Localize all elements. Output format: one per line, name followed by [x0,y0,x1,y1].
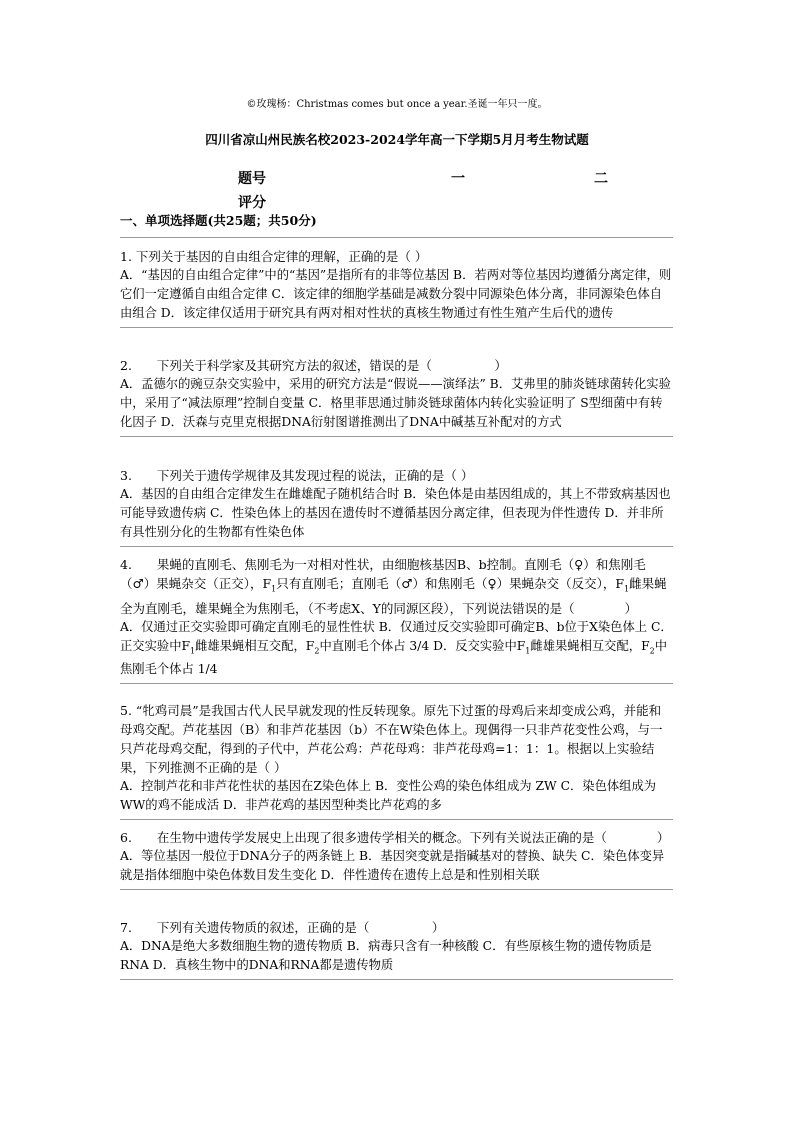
question-options: A．等位基因一般位于DNA分子的两条链上 B．基因突变就是指碱基对的替换、缺失 C．染色体变异就是指体细胞中染色体数目发生变化 D．伴性遗传在遗传上总是和性别相关联 [120,849,665,882]
question-stem: 6. 在生物中遗传学发展史上出现了很多遗传学相关的概念。下列有关说法正确的是（ ） [120,830,670,845]
question-2 [120,356,673,437]
question-options: A．“基因的自由组合定律”中的“基因”是指所有的非等位基因 B．若两对等位基因均遵循分离定律，则它们一定遵循自由组合定律 C．该定律的细胞学基础是减数分裂中同源染色体分离，非同源染色体自由组合 D．该定律仅适用于研究具有两对相对性状的真核生物通过有性生殖产生后代的遗传 [120,268,672,320]
question-stem: 1. 下列关于基因的自由组合定律的理解，正确的是（ ） [120,249,428,264]
question-options [120,618,673,679]
score-col-2: 二 [594,171,608,187]
question-3 [120,466,673,547]
options-part: 雌雄果蝇相互交配，F [530,638,650,653]
question-stem: 2. 下列关于科学家及其研究方法的叙述，错误的是（ ） [120,358,507,373]
question-options: A．DNA是绝大多数细胞生物的遗传物质 B．病毒只含有一种核酸 C．有些原核生物的遗传物质是 RNA D．真核生物中的DNA和RNA都是遗传物质 [120,939,652,972]
score-row-number [238,168,658,192]
question-7 [120,918,673,980]
subscript: 2 [314,645,320,655]
score-table [238,168,658,216]
section-heading: 一、单项选择题(共25题；共50分) [120,213,317,228]
question-options: A．控制芦花和非芦花性状的基因在Z染色体上 B．变性公鸡的染色体组成为 ZW C．染色体组成为 WW的鸡不能成活 D．非芦花鸡的基因型种类比芦花鸡的多 [120,779,657,812]
question-4 [120,555,673,684]
score-row-label: 题号 [238,171,266,187]
question-6 [120,828,673,890]
subscript: 1 [624,584,630,594]
options-part: 中焦刚毛个体占 1/4 [120,638,668,676]
subscript: 2 [649,645,655,655]
question-1 [120,247,673,328]
score-col-1: 一 [451,171,465,187]
options-part: 雌雄果蝇相互交配，F [195,638,315,653]
stem-part: 雌果蝇全为直刚毛，雄果蝇全为焦刚毛，（不考虑X、Y的同源区段），下列说法错误的是（ ） [120,576,667,616]
stem-part: 只有直刚毛；直刚毛（♂）和焦刚毛（♀）果蝇杂交（反交），F [276,576,625,591]
subscript: 1 [190,645,196,655]
watermark-text: ©玫瑰杨：Christmas comes but once a year.圣诞一年只一度。 [246,99,548,110]
divider [120,237,673,238]
subscript: 1 [271,584,277,594]
question-stem: 3. 下列关于遗传学规律及其发现过程的说法，正确的是（ ） [120,468,474,483]
question-stem: 5. “牝鸡司晨”是我国古代人民早就发现的性反转现象。原先下过蛋的母鸡后来却变成公鸡，并能和母鸡交配。芦花基因（B）和非芦花基因（b）不在W染色体上。现偶得一只非芦花变性公鸡，与一只芦花母鸡交配，得到的子代中，芦花公鸡：芦花母鸡：非芦花母鸡=1：1：1。根据以上实验结果，下列推测不正确的是（ ） [120,703,663,775]
stem-part: 4. 果蝇的直刚毛、焦刚毛为一对相对性状，由细胞核基因B、b控制。直刚毛（♀）和焦刚毛（♂）果蝇杂交（正交），F [120,557,646,591]
question-options: A．基因的自由组合定律发生在雌雄配子随机结合时 B．染色体是由基因组成的，其上不带致病基因也可能导致遗传病 C．性染色体上的基因在遗传时不遵循基因分离定律，但表现为伴性遗传 D．并非所有具性别分化的生物都有性染色体 [120,487,671,539]
question-options: A．孟德尔的豌豆杂交实验中，采用的研究方法是“假说——演绎法” B．艾弗里的肺炎链球菌转化实验中，采用了“减法原理”控制自变量 C．格里菲思通过肺炎链球菌体内转化实验证明了 S型细菌中有转化因子 D．沃森与克里克根据DNA衍射图谱推测出了DNA中碱基互补配对的方式 [120,377,671,429]
options-part: 中直刚毛个体占 3/4 D．反交实验中F [319,638,526,653]
question-stem: 7. 下列有关遗传物质的叙述，正确的是（ ） [120,920,445,935]
score-row-grade-label: 评分 [238,195,266,211]
question-5 [120,701,673,820]
question-stem [120,555,673,618]
options-part: A．仅通过正交实验即可确定直刚毛的显性性状 B．仅通过反交实验即可确定B、b位于X染色体上 C．正交实验中F [120,619,673,653]
page-title: 四川省凉山州民族名校2023-2024学年高一下学期5月月考生物试题 [205,132,589,147]
subscript: 1 [525,645,531,655]
